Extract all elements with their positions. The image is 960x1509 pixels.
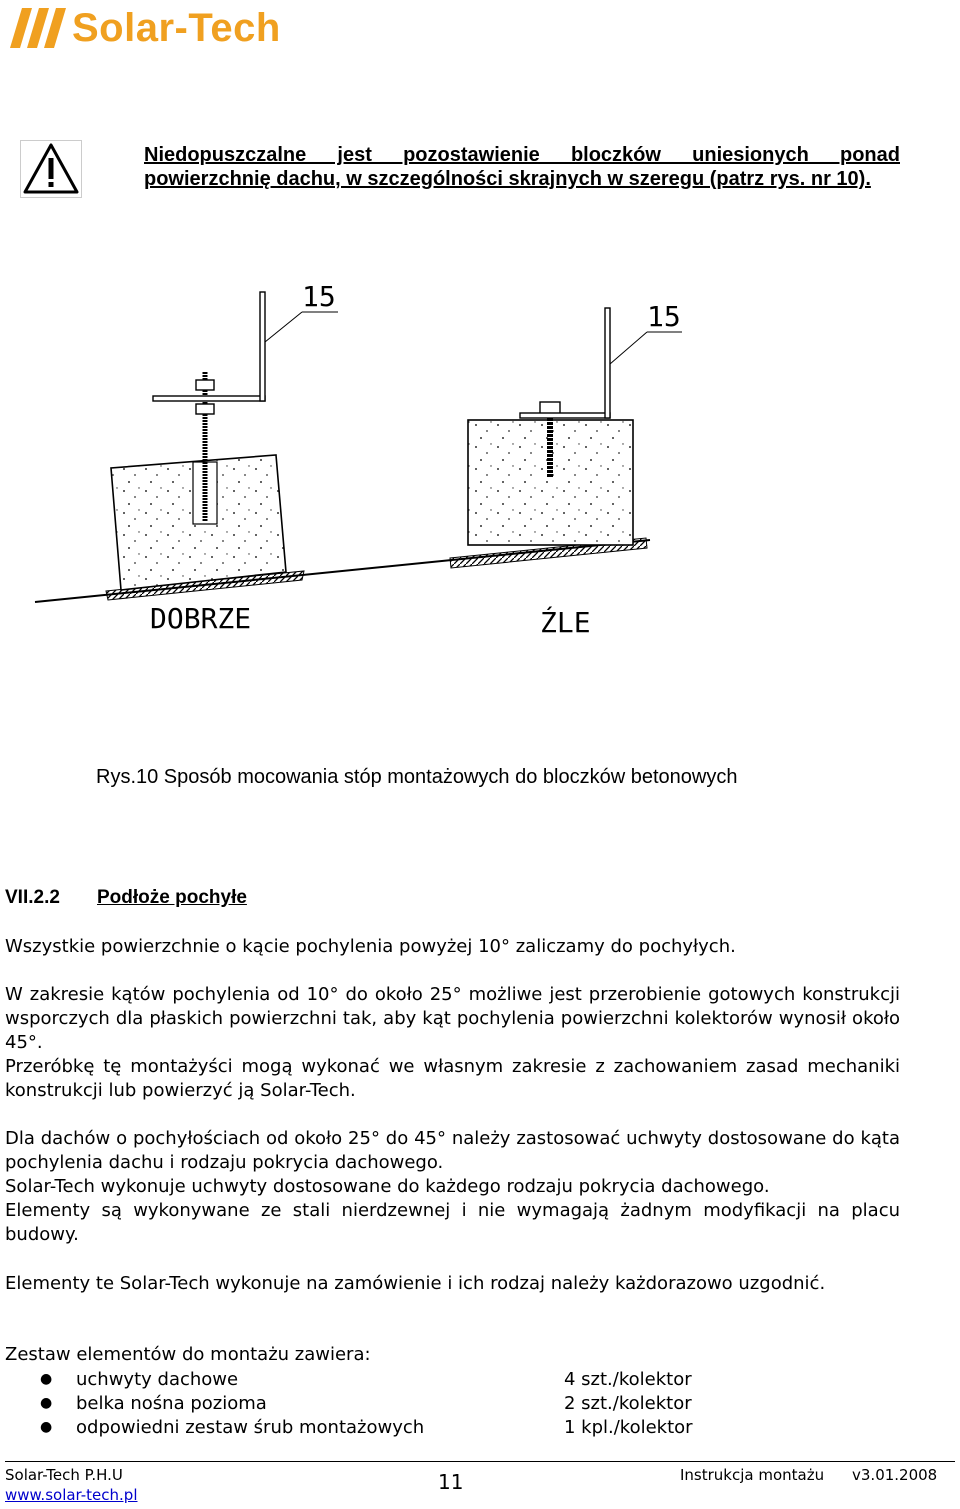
left-bracket-upright [260, 292, 265, 401]
warning-icon [20, 140, 82, 198]
logo-slashes-icon [10, 6, 70, 50]
mounting-diagram [10, 222, 950, 762]
paragraph-line: Wszystkie powierzchnie o kącie pochylenia powyżej 10° zaliczamy do pochyłych. [5, 936, 736, 957]
bullet-icon: ● [40, 1395, 53, 1411]
footer-manual-title: Instrukcja montażu [680, 1466, 825, 1484]
list-item [40, 1415, 760, 1439]
footer-company: Solar-Tech P.H.U [5, 1466, 123, 1484]
components-list [40, 1367, 760, 1439]
company-logo [10, 4, 281, 52]
footer-website-link[interactable]: www.solar-tech.pl [5, 1486, 138, 1504]
bullet-icon: ● [40, 1419, 53, 1435]
warning-text: Niedopuszczalne jest pozostawienie bloczków uniesionych ponad powierzchnię dachu, w szczególności skrajnych w szeregu (patrz rys. nr 10). [144, 144, 900, 190]
paragraph-line: Elementy te Solar-Tech wykonuje na zamówienie i ich rodzaj należy każdorazowo uzgodnić. [5, 1273, 826, 1294]
item-name: uchwyty dachowe [76, 1368, 239, 1390]
footer-version: v3.01.2008 [852, 1466, 938, 1484]
section-title: Podłoże pochyłe [97, 887, 247, 908]
left-bracket-base [153, 396, 265, 401]
item-quantity: 1 kpl./kolektor [564, 1416, 693, 1438]
paragraph-low-slope [5, 983, 900, 1103]
right-bracket-upright [605, 308, 610, 418]
page-number: 11 [438, 1470, 464, 1494]
item-name: belka nośna pozioma [76, 1392, 267, 1414]
paragraph-line: Przeróbkę tę montażyści mogą wykonać we własnym zakresie z zachowaniem zasad mechaniki konstrukcji lub powierzyć ją Solar-Tech. [5, 1056, 900, 1101]
figure-caption: Rys.10 Sposób mocowania stóp montażowych do bloczków betonowych [96, 766, 738, 788]
item-quantity: 2 szt./kolektor [564, 1392, 692, 1414]
label-incorrect: ŹLE [540, 606, 591, 639]
left-callout-number: 15 [302, 280, 336, 313]
logo-brand-text: Solar-Tech [72, 5, 281, 50]
right-bracket-base [520, 413, 610, 418]
list-item [40, 1367, 760, 1391]
list-intro: Zestaw elementów do montażu zawiera: [5, 1344, 371, 1365]
paragraph-line: Elementy są wykonywane ze stali nierdzewnej i nie wymagają żadnym modyfikacji na placu budowy. [5, 1200, 900, 1245]
paragraph-line: Solar-Tech wykonuje uchwyty dostosowane do każdego rodzaju pokrycia dachowego. [5, 1176, 770, 1197]
section-number: VII.2.2 [5, 887, 60, 908]
item-name: odpowiedni zestaw śrub montażowych [76, 1416, 425, 1438]
right-callout-number: 15 [647, 300, 681, 333]
label-correct: DOBRZE [150, 602, 252, 635]
paragraph-steep-slope [5, 1127, 900, 1247]
item-quantity: 4 szt./kolektor [564, 1368, 692, 1390]
paragraph-line: W zakresie kątów pochylenia od 10° do około 25° możliwe jest przerobienie gotowych konstrukcji wsporczych dla płaskich powierzchni tak, aby kąt pochylenia powierzchni kolektorów wynosił około 45°. [5, 984, 900, 1053]
correct-block-group [106, 280, 338, 635]
list-item [40, 1391, 760, 1415]
footer-divider [5, 1461, 955, 1462]
bullet-icon: ● [40, 1371, 53, 1387]
paragraph-intro [5, 935, 900, 959]
paragraph-line: Dla dachów o pochyłościach od około 25° do 45° należy zastosować uchwyty dostosowane do kąta pochylenia dachu i rodzaju pokrycia dachowego. [5, 1128, 900, 1173]
paragraph-custom-order [5, 1272, 900, 1296]
incorrect-block-group [450, 300, 682, 639]
